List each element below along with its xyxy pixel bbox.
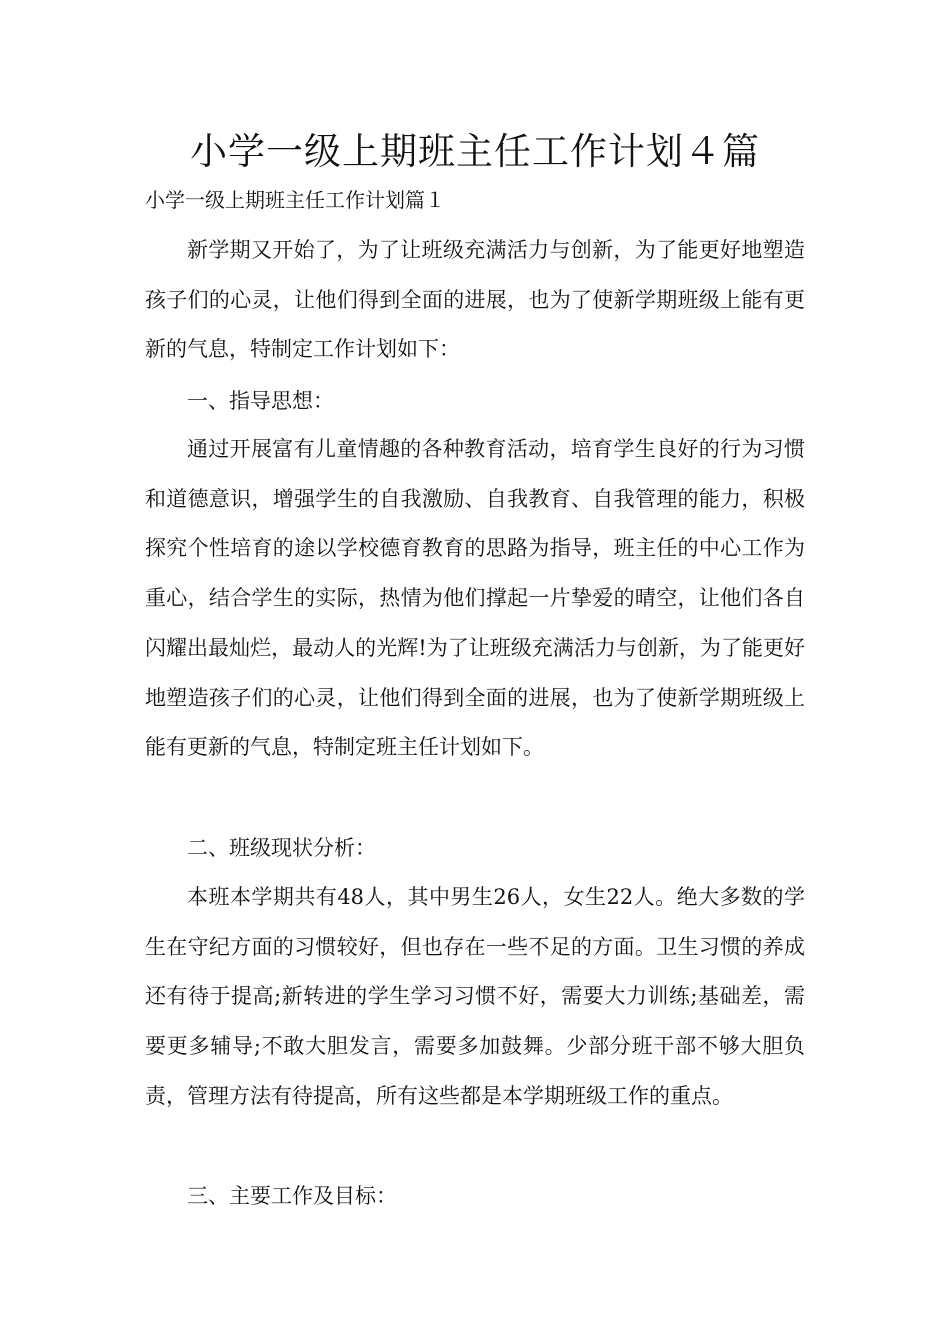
document-title: 小学一级上期班主任工作计划４篇 <box>190 130 760 173</box>
section-heading-guiding-ideas: 一、指导思想： <box>187 389 334 413</box>
intro-paragraph: 新学期又开始了，为了让班级充满活力与创新，为了能更好地塑造孩子们的心灵，让他们得到全面的进展，也为了使新学期班级上能有更新的气息，特制定工作计划如下： <box>145 238 805 362</box>
document-subtitle: 小学一级上期班主任工作计划篇１ <box>145 188 445 212</box>
section-heading-class-analysis: 二、班级现状分析： <box>187 836 376 860</box>
section-heading-main-work: 三、主要工作及目标： <box>187 1184 397 1208</box>
section-body-guiding-ideas: 通过开展富有儿童情趣的各种教育活动，培育学生良好的行为习惯和道德意识，增强学生的自我激励、自我教育、自我管理的能力，积极探究个性培育的途以学校德育教育的思路为指导，班主任的中心工作为重心，结合学生的实际，热情为他们撑起一片挚爱的晴空，让他们各自闪耀出最灿烂，最动人的光辉!为了让班级充满活力与创新，为了能更好地塑造孩子们的心灵，让他们得到全面的进展，也为了使新学期班级上能有更新的气息，特制定班主任计划如下。 <box>145 437 805 760</box>
section-body-class-analysis: 本班本学期共有48人，其中男生26人，女生22人。绝大多数的学生在守纪方面的习惯较好，但也存在一些不足的方面。卫生习惯的养成还有待于提高;新转进的学生学习习惯不好，需要大力训练;基础差，需要更多辅导;不敢大胆发言，需要多加鼓舞。少部分班干部不够大胆负责，管理方法有待提高，所有这些都是本学期班级工作的重点。 <box>145 885 805 1108</box>
